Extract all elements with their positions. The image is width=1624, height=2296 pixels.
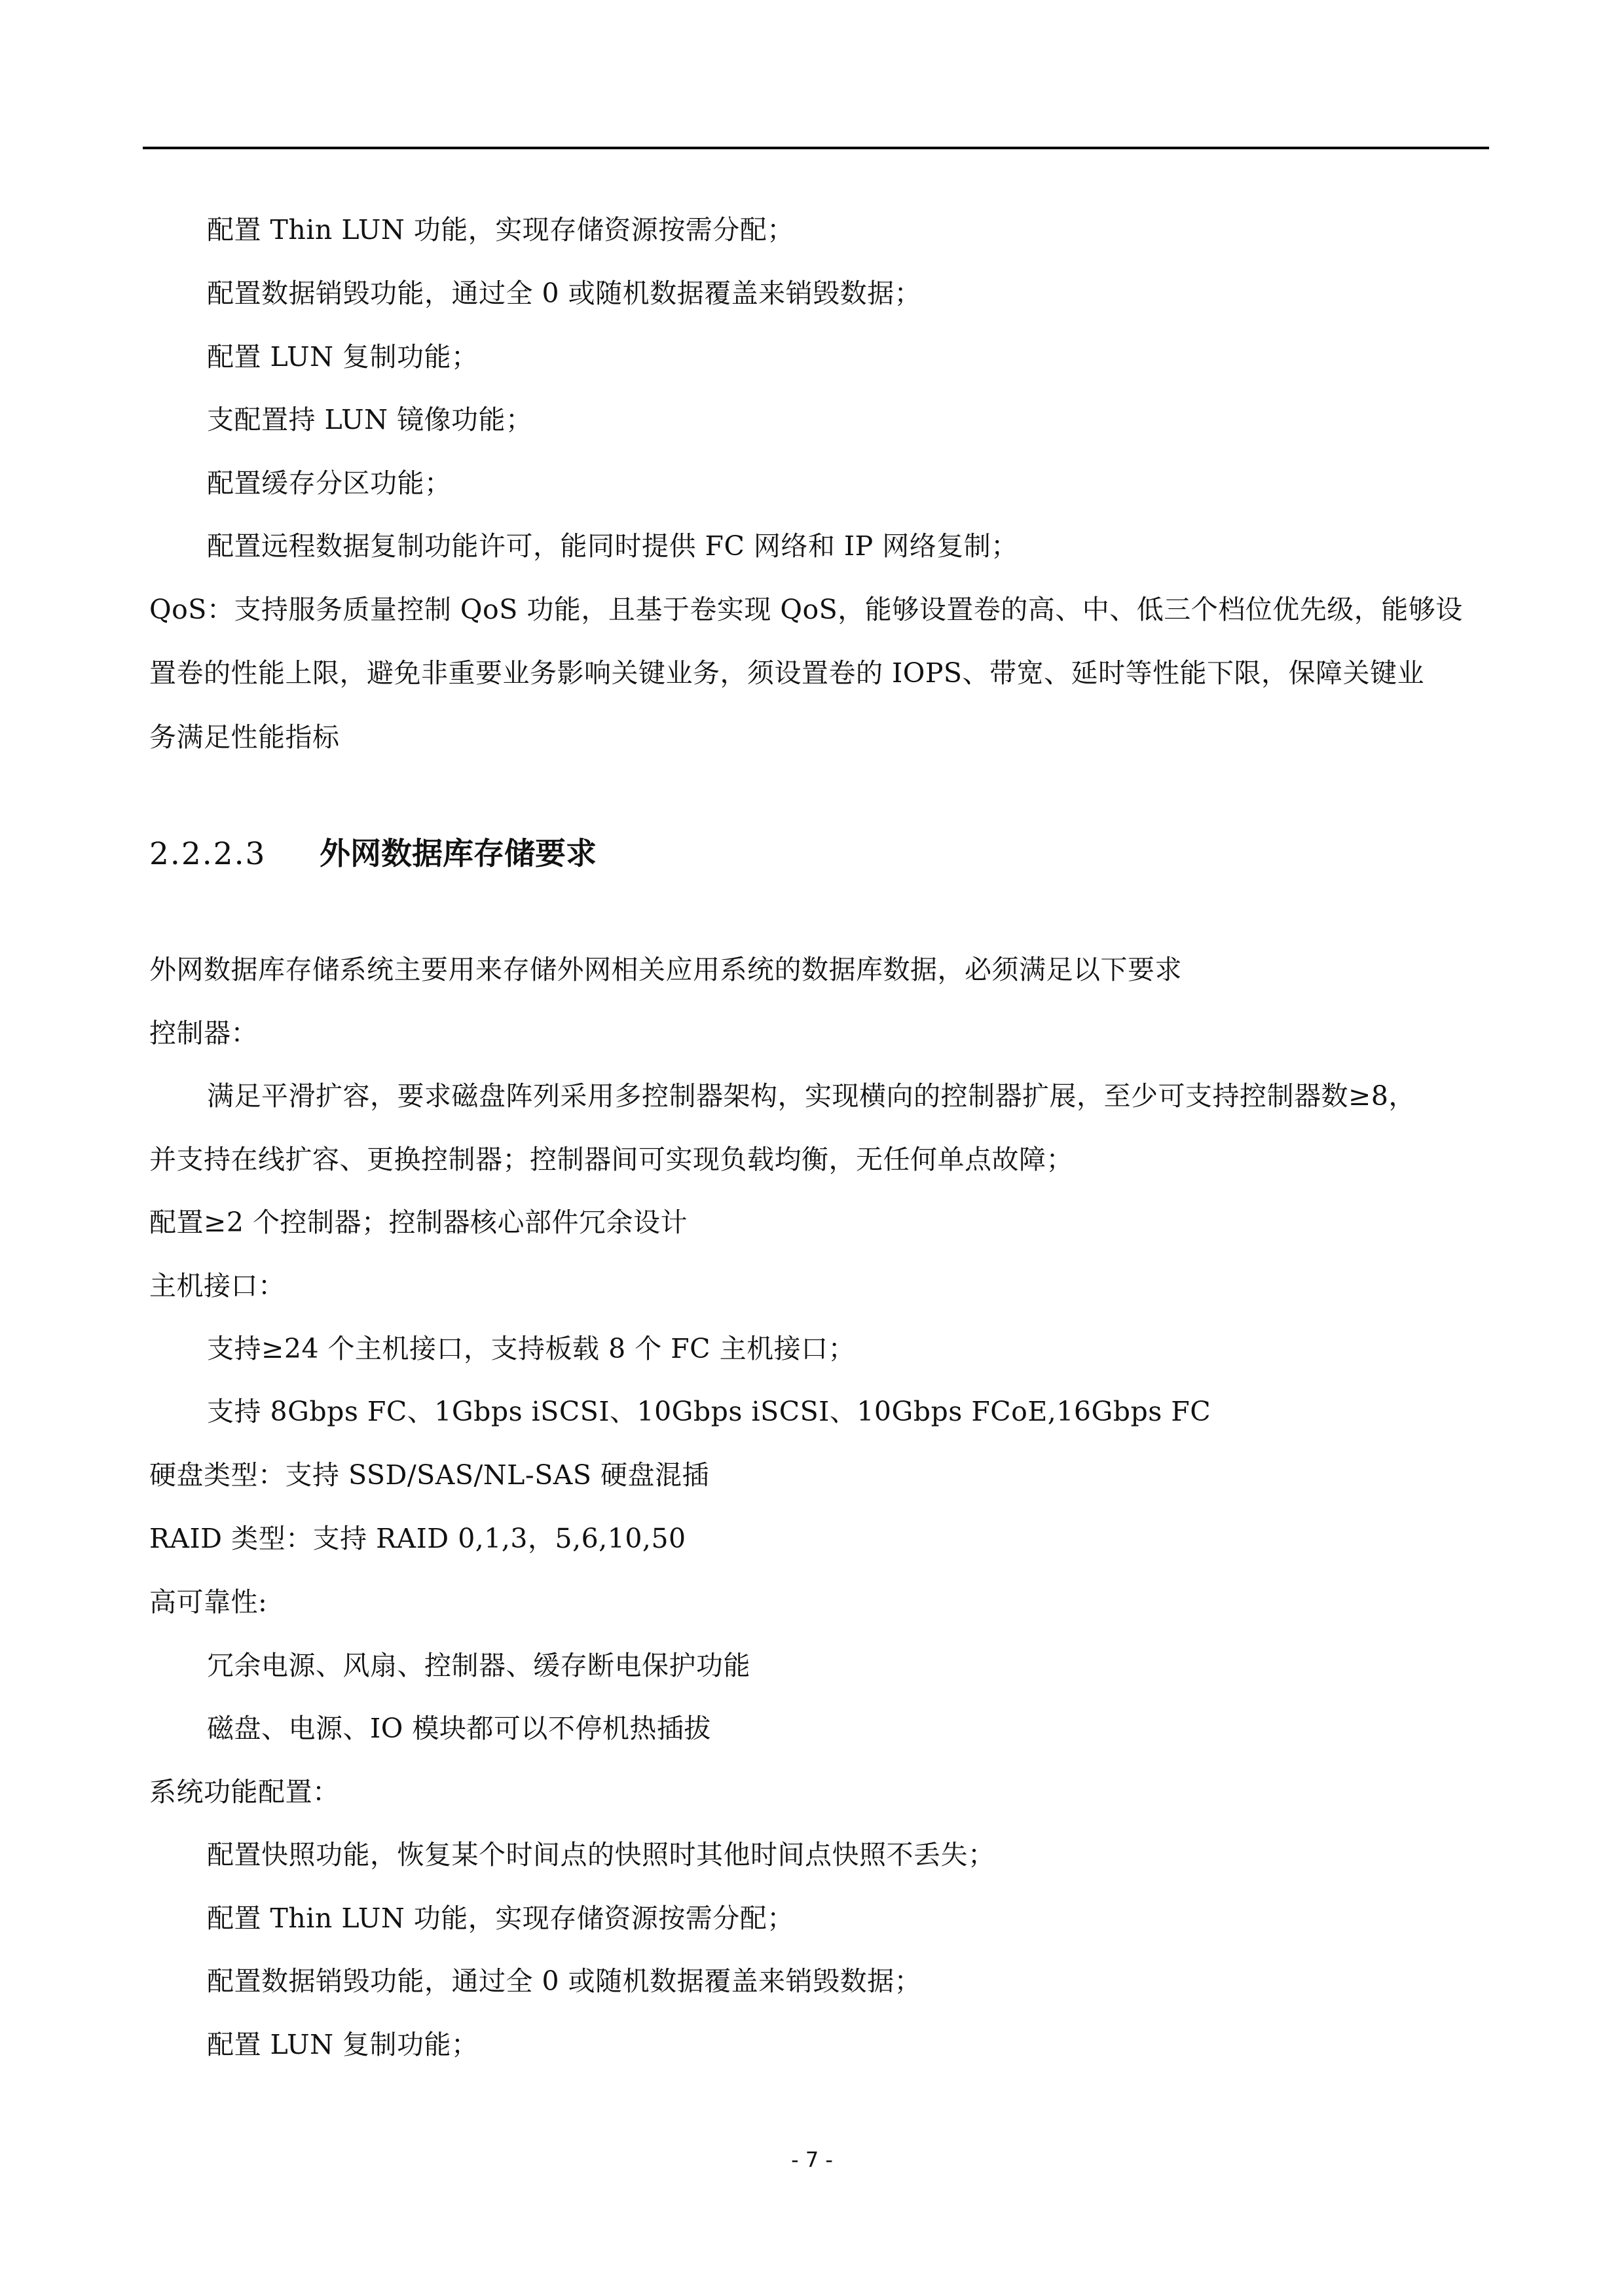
block1-line-4: 支配置持 LUN 镜像功能； [207, 404, 533, 435]
sysfunc-label: 系统功能配置： [149, 1776, 340, 1808]
block1-line-1: 配置 Thin LUN 功能，实现存储资源按需分配； [207, 214, 794, 246]
section-heading [149, 836, 597, 872]
host-line-2: 支持 8Gbps FC、1Gbps iSCSI、10Gbps iSCSI、10Gbps FCoE,16Gbps FC [207, 1396, 1211, 1427]
header-rule [143, 147, 1489, 149]
reliability-label: 高可靠性: [149, 1586, 268, 1618]
host-label: 主机接口： [149, 1270, 286, 1302]
controller-line-1: 满足平滑扩容，要求磁盘阵列采用多控制器架构，实现横向的控制器扩展，至少可支持控制器数≥8， [207, 1080, 1416, 1112]
section-title: 外网数据库存储要求 [320, 836, 597, 872]
sysfunc-line-2: 配置 Thin LUN 功能，实现存储资源按需分配； [207, 1903, 794, 1934]
reliability-line-2: 磁盘、电源、IO 模块都可以不停机热插拔 [207, 1713, 711, 1744]
page-number: - 7 - [791, 2147, 833, 2172]
qos-line-3: 务满足性能指标 [149, 721, 340, 753]
qos-line-2: 置卷的性能上限，避免非重要业务影响关键业务，须设置卷的 IOPS、带宽、延时等性能下限，保障关键业 [149, 657, 1425, 689]
disk-type-line: 硬盘类型：支持 SSD/SAS/NL-SAS 硬盘混插 [149, 1459, 710, 1491]
host-line-1: 支持≥24 个主机接口，支持板载 8 个 FC 主机接口； [207, 1333, 856, 1364]
qos-line-1: QoS：支持服务质量控制 QoS 功能，且基于卷实现 QoS，能够设置卷的高、中、低三个档位优先级，能够设 [149, 594, 1463, 625]
block1-line-5: 配置缓存分区功能； [207, 467, 452, 499]
block1-line-6: 配置远程数据复制功能许可，能同时提供 FC 网络和 IP 网络复制； [207, 530, 1018, 562]
block1-line-3: 配置 LUN 复制功能； [207, 341, 479, 373]
sysfunc-line-4: 配置 LUN 复制功能； [207, 2029, 479, 2060]
raid-type-line: RAID 类型：支持 RAID 0,1,3，5,6,10,50 [149, 1523, 686, 1554]
reliability-line-1: 冗余电源、风扇、控制器、缓存断电保护功能 [207, 1650, 750, 1681]
intro-paragraph: 外网数据库存储系统主要用来存储外网相关应用系统的数据库数据，必须满足以下要求 [149, 954, 1182, 985]
controller-line-3: 配置≥2 个控制器；控制器核心部件冗余设计 [149, 1207, 688, 1238]
sysfunc-line-1: 配置快照功能，恢复某个时间点的快照时其他时间点快照不丢失； [207, 1839, 995, 1870]
sysfunc-line-3: 配置数据销毁功能，通过全 0 或随机数据覆盖来销毁数据； [207, 1965, 922, 1997]
block1-line-2: 配置数据销毁功能，通过全 0 或随机数据覆盖来销毁数据； [207, 278, 922, 309]
controller-line-2: 并支持在线扩容、更换控制器；控制器间可实现负载均衡，无任何单点故障； [149, 1144, 1073, 1175]
section-number: 2.2.2.3 [149, 836, 267, 872]
controller-label: 控制器： [149, 1017, 258, 1049]
